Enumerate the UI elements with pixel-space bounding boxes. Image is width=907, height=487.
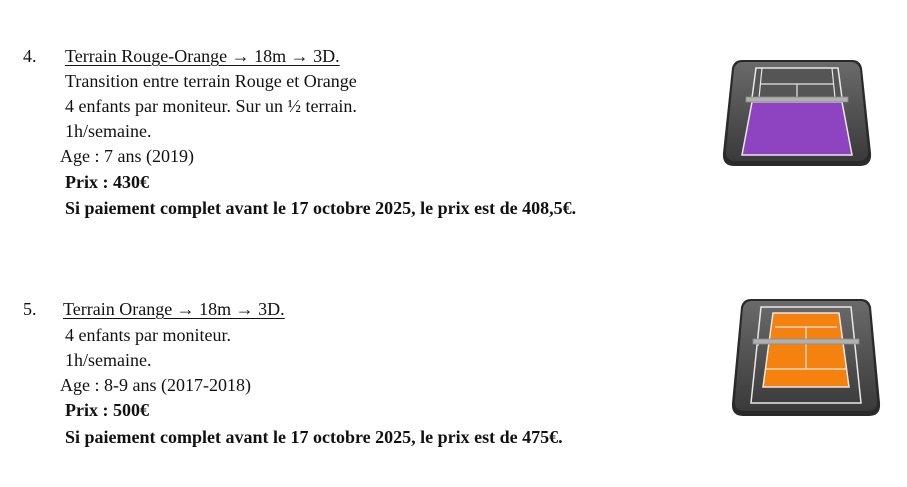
item-description-line: Transition entre terrain Rouge et Orange bbox=[65, 71, 357, 91]
item-number: 5. bbox=[23, 299, 37, 319]
orange-court-icon bbox=[731, 297, 881, 419]
item-description-line: 1h/semaine. bbox=[65, 121, 152, 141]
item-description-line: 4 enfants par moniteur. bbox=[65, 325, 231, 345]
item-price: Prix : 430€ bbox=[65, 172, 149, 192]
item-price: Prix : 500€ bbox=[65, 400, 149, 420]
item-number: 4. bbox=[23, 46, 37, 66]
item-title: Terrain Orange → 18m → 3D. bbox=[63, 299, 285, 319]
item-description-line: 1h/semaine. bbox=[65, 350, 152, 370]
item-title: Terrain Rouge-Orange → 18m → 3D. bbox=[65, 46, 340, 66]
item-early-payment: Si paiement complet avant le 17 octobre 2025, le prix est de 475€. bbox=[65, 427, 563, 447]
item-age: Age : 8-9 ans (2017-2018) bbox=[60, 375, 251, 395]
item-early-payment: Si paiement complet avant le 17 octobre 2025, le prix est de 408,5€. bbox=[65, 198, 577, 218]
item-description-line: 4 enfants par moniteur. Sur un ½ terrain. bbox=[65, 96, 357, 116]
item-age: Age : 7 ans (2019) bbox=[60, 146, 194, 166]
half-court-purple-icon bbox=[722, 58, 872, 170]
